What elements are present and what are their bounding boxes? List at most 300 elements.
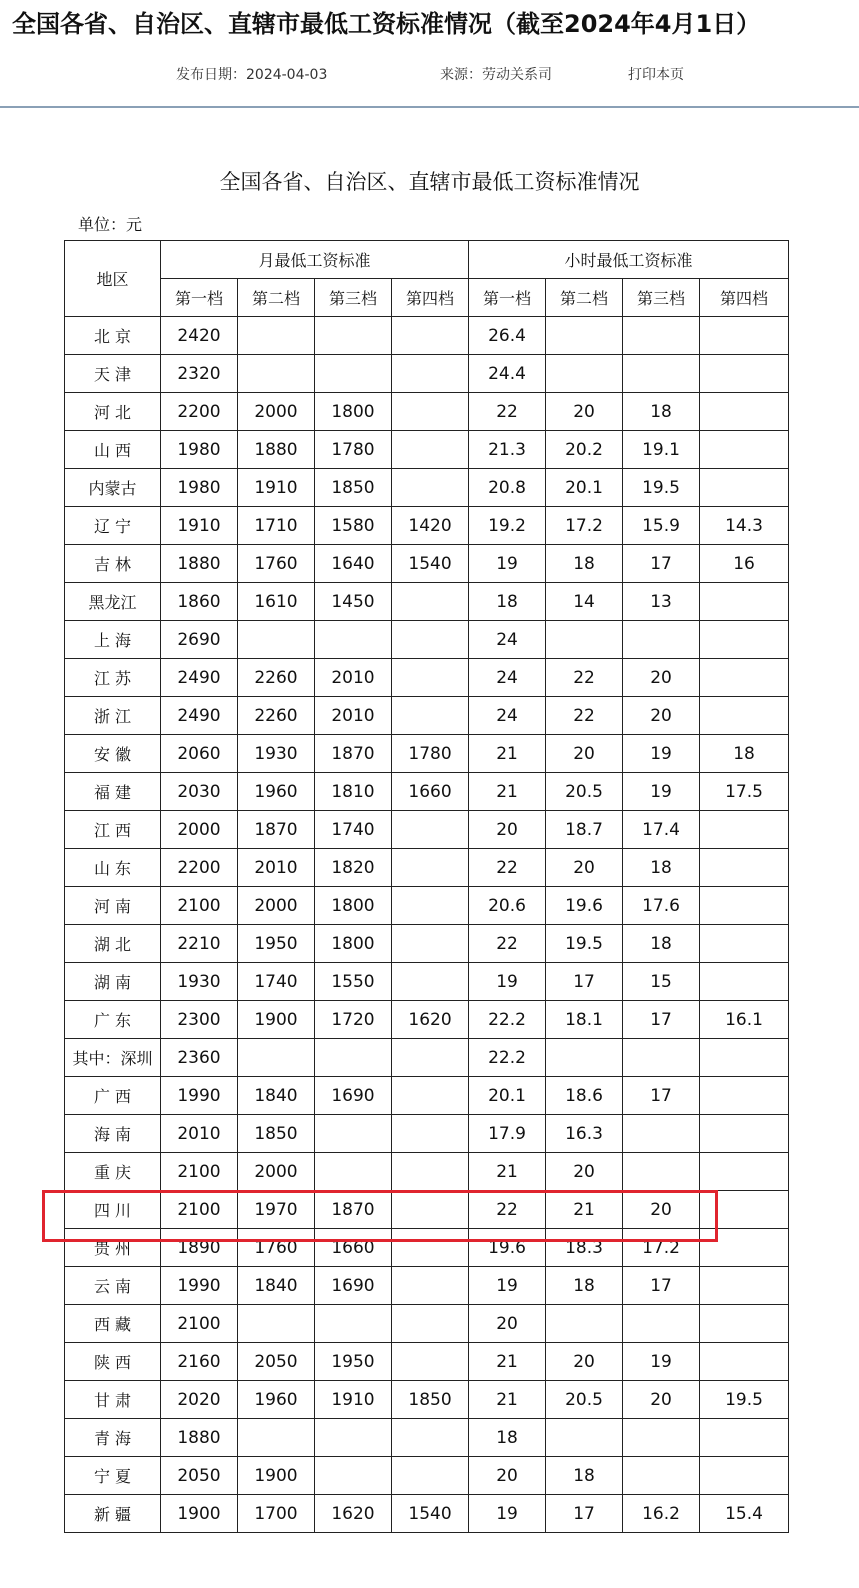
table-row [65, 469, 789, 507]
region-cell: 宁 夏 [65, 1457, 161, 1495]
monthly-tier-3-cell [315, 1305, 392, 1343]
monthly-tier-2-cell: 1760 [238, 545, 315, 583]
hourly-tier-3-cell: 15.9 [623, 507, 700, 545]
hourly-tier-4-cell [700, 469, 789, 507]
hourly-tier-3-cell: 18 [623, 849, 700, 887]
hourly-tier-1-cell: 19 [469, 1267, 546, 1305]
hourly-tier-1-cell: 24 [469, 621, 546, 659]
hourly-tier-3-cell: 17 [623, 1077, 700, 1115]
region-cell: 广 东 [65, 1001, 161, 1039]
monthly-tier-1-cell: 1880 [161, 545, 238, 583]
monthly-tier-1-cell: 2210 [161, 925, 238, 963]
monthly-tier-3-cell [315, 621, 392, 659]
monthly-tier-4-cell [392, 1229, 469, 1267]
hourly-tier-2-cell: 20.1 [546, 469, 623, 507]
monthly-tier-1-cell: 1990 [161, 1267, 238, 1305]
region-cell: 云 南 [65, 1267, 161, 1305]
region-cell: 北 京 [65, 317, 161, 355]
hourly-tier-2-cell: 20 [546, 735, 623, 773]
monthly-tier-2-cell: 2260 [238, 659, 315, 697]
hourly-tier-1-cell: 20 [469, 1457, 546, 1495]
hourly-tier-4-cell [700, 393, 789, 431]
hourly-tier-2-cell: 21 [546, 1191, 623, 1229]
publish-date: 发布日期：2024-04-03 [176, 67, 328, 83]
hourly-tier-2-cell [546, 621, 623, 659]
monthly-tier-3-cell [315, 1039, 392, 1077]
region-cell: 新 疆 [65, 1495, 161, 1533]
hourly-tier-1-cell: 26.4 [469, 317, 546, 355]
hourly-tier-1-cell: 21 [469, 1343, 546, 1381]
region-cell: 山 西 [65, 431, 161, 469]
hourly-tier-1-cell: 21 [469, 1381, 546, 1419]
region-cell: 湖 北 [65, 925, 161, 963]
hourly-tier-2-cell: 18.7 [546, 811, 623, 849]
hourly-tier-1-cell: 22 [469, 849, 546, 887]
hourly-tier-1-cell: 19.6 [469, 1229, 546, 1267]
table-row [65, 1343, 789, 1381]
monthly-tier-3-cell: 1690 [315, 1077, 392, 1115]
monthly-tier-2-cell: 1930 [238, 735, 315, 773]
monthly-tier-1-cell: 2690 [161, 621, 238, 659]
region-cell: 西 藏 [65, 1305, 161, 1343]
monthly-tier-3-cell [315, 1457, 392, 1495]
monthly-tier-3-cell: 1620 [315, 1495, 392, 1533]
hourly-tier-1-cell: 24 [469, 697, 546, 735]
monthly-tier-3-cell: 1580 [315, 507, 392, 545]
monthly-tier-4-cell [392, 811, 469, 849]
monthly-tier-1-cell: 2420 [161, 317, 238, 355]
hourly-tier-1-cell: 24 [469, 659, 546, 697]
hourly-tier-2-cell: 18 [546, 1267, 623, 1305]
hourly-tier-3-cell: 17 [623, 1267, 700, 1305]
hourly-tier-1-cell: 22 [469, 393, 546, 431]
hourly-tier-2-cell: 20 [546, 393, 623, 431]
monthly-tier-4-cell [392, 1153, 469, 1191]
hourly-tier-3-cell [623, 317, 700, 355]
hourly-tier-4-cell [700, 1077, 789, 1115]
monthly-tier-3-cell [315, 1153, 392, 1191]
monthly-tier-2-cell [238, 355, 315, 393]
hourly-tier-2-cell: 18.6 [546, 1077, 623, 1115]
hourly-tier-3-cell [623, 621, 700, 659]
monthly-tier-4-cell: 1540 [392, 1495, 469, 1533]
monthly-tier-4-cell [392, 697, 469, 735]
monthly-tier-4-cell [392, 1115, 469, 1153]
unit-label: 单位：元 [78, 215, 143, 234]
monthly-tier-1-cell: 1880 [161, 1419, 238, 1457]
monthly-tier-1-cell: 1890 [161, 1229, 238, 1267]
hourly-tier-3-cell: 16.2 [623, 1495, 700, 1533]
hourly-tier-2-cell: 19.5 [546, 925, 623, 963]
hourly-tier-4-cell [700, 849, 789, 887]
table-row [65, 1305, 789, 1343]
hourly-tier-1-cell: 20.6 [469, 887, 546, 925]
monthly-tier-4-cell: 1620 [392, 1001, 469, 1039]
region-cell: 青 海 [65, 1419, 161, 1457]
hourly-tier-2-cell: 20 [546, 849, 623, 887]
region-cell: 浙 江 [65, 697, 161, 735]
region-cell: 陕 西 [65, 1343, 161, 1381]
table-row [65, 1001, 789, 1039]
monthly-tier-3-cell: 1550 [315, 963, 392, 1001]
monthly-tier-4-cell [392, 849, 469, 887]
table-row [65, 963, 789, 1001]
hourly-tier-3-cell [623, 1115, 700, 1153]
table-row [65, 1381, 789, 1419]
monthly-tier-4-cell [392, 431, 469, 469]
hourly-tier-1-cell: 20.8 [469, 469, 546, 507]
region-cell: 上 海 [65, 621, 161, 659]
monthly-tier-1-cell: 2320 [161, 355, 238, 393]
monthly-tier-3-cell: 1850 [315, 469, 392, 507]
table-row [65, 1457, 789, 1495]
table-row [65, 621, 789, 659]
hourly-tier-2-cell: 18.3 [546, 1229, 623, 1267]
region-cell: 重 庆 [65, 1153, 161, 1191]
hourly-tier-1-cell: 20 [469, 1305, 546, 1343]
monthly-tier-4-cell [392, 317, 469, 355]
hourly-tier-2-cell [546, 1039, 623, 1077]
hourly-tier-4-cell [700, 697, 789, 735]
hourly-tier-4-cell [700, 659, 789, 697]
monthly-tier-3-cell: 1810 [315, 773, 392, 811]
hourly-tier-3-cell: 17.4 [623, 811, 700, 849]
monthly-tier-1-cell: 2060 [161, 735, 238, 773]
hourly-tier-3-cell: 15 [623, 963, 700, 1001]
monthly-tier-2-cell: 2000 [238, 1153, 315, 1191]
hourly-tier-1-cell: 21.3 [469, 431, 546, 469]
hourly-tier-4-cell [700, 1343, 789, 1381]
table-row [65, 1039, 789, 1077]
hourly-header: 小时最低工资标准 [469, 241, 789, 279]
hourly-tier-1-cell: 21 [469, 735, 546, 773]
hourly-tier-2-cell [546, 317, 623, 355]
hourly-tier-4-cell [700, 1039, 789, 1077]
page-title: 全国各省、自治区、直辖市最低工资标准情况（截至2024年4月1日） [12, 10, 761, 38]
table-row [65, 925, 789, 963]
region-cell: 河 北 [65, 393, 161, 431]
hourly-tier-1-cell: 22 [469, 925, 546, 963]
monthly-tier-4-cell [392, 925, 469, 963]
monthly-tier-3-cell: 1740 [315, 811, 392, 849]
monthly-tier-1-cell: 1980 [161, 431, 238, 469]
region-cell: 福 建 [65, 773, 161, 811]
monthly-tier-1-cell: 2100 [161, 887, 238, 925]
table-row [65, 811, 789, 849]
monthly-tier-2-cell: 1870 [238, 811, 315, 849]
monthly-tier-3-cell: 1820 [315, 849, 392, 887]
table-row [65, 1229, 789, 1267]
monthly-tier-2-header: 第二档 [238, 279, 315, 317]
region-cell: 辽 宁 [65, 507, 161, 545]
table-row [65, 1115, 789, 1153]
monthly-tier-2-cell: 1740 [238, 963, 315, 1001]
monthly-tier-1-cell: 1860 [161, 583, 238, 621]
hourly-tier-1-cell: 22.2 [469, 1001, 546, 1039]
hourly-tier-3-cell [623, 1039, 700, 1077]
monthly-tier-2-cell: 1710 [238, 507, 315, 545]
table-row [65, 545, 789, 583]
monthly-tier-1-cell: 2030 [161, 773, 238, 811]
table-title: 全国各省、自治区、直辖市最低工资标准情况 [219, 170, 640, 194]
hourly-tier-2-cell: 19.6 [546, 887, 623, 925]
monthly-tier-4-cell [392, 1457, 469, 1495]
monthly-tier-2-cell [238, 317, 315, 355]
hourly-tier-4-cell [700, 1457, 789, 1495]
hourly-tier-4-cell [700, 431, 789, 469]
hourly-tier-4-header: 第四档 [700, 279, 789, 317]
monthly-tier-2-cell: 2000 [238, 887, 315, 925]
hourly-tier-2-cell: 22 [546, 697, 623, 735]
monthly-tier-3-cell: 1800 [315, 925, 392, 963]
monthly-tier-1-cell: 1990 [161, 1077, 238, 1115]
monthly-tier-3-cell: 1720 [315, 1001, 392, 1039]
hourly-tier-3-cell [623, 1305, 700, 1343]
monthly-tier-4-cell [392, 621, 469, 659]
monthly-tier-3-cell: 1910 [315, 1381, 392, 1419]
region-cell: 天 津 [65, 355, 161, 393]
hourly-tier-4-cell: 14.3 [700, 507, 789, 545]
hourly-tier-2-cell: 18.1 [546, 1001, 623, 1039]
monthly-tier-2-cell: 1840 [238, 1267, 315, 1305]
monthly-tier-4-cell [392, 1419, 469, 1457]
hourly-tier-4-cell [700, 317, 789, 355]
region-cell: 黑龙江 [65, 583, 161, 621]
hourly-tier-1-cell: 18 [469, 583, 546, 621]
table-body [65, 317, 789, 1533]
hourly-tier-3-cell: 20 [623, 1191, 700, 1229]
region-cell: 海 南 [65, 1115, 161, 1153]
monthly-tier-2-cell: 1840 [238, 1077, 315, 1115]
hourly-tier-2-cell: 20 [546, 1153, 623, 1191]
meta-row [0, 64, 859, 88]
monthly-tier-2-cell [238, 621, 315, 659]
monthly-tier-4-cell: 1780 [392, 735, 469, 773]
hourly-tier-2-cell: 20 [546, 1343, 623, 1381]
hourly-tier-2-cell: 17.2 [546, 507, 623, 545]
monthly-tier-1-cell: 1910 [161, 507, 238, 545]
monthly-tier-1-cell: 2300 [161, 1001, 238, 1039]
hourly-tier-2-header: 第二档 [546, 279, 623, 317]
monthly-tier-1-header: 第一档 [161, 279, 238, 317]
print-page-link[interactable]: 打印本页 [628, 67, 684, 83]
hourly-tier-1-cell: 17.9 [469, 1115, 546, 1153]
region-cell: 内蒙古 [65, 469, 161, 507]
hourly-tier-2-cell [546, 355, 623, 393]
hourly-tier-4-cell [700, 1191, 789, 1229]
hourly-tier-4-cell [700, 1267, 789, 1305]
monthly-tier-3-cell: 2010 [315, 697, 392, 735]
monthly-tier-1-cell: 2200 [161, 849, 238, 887]
monthly-tier-2-cell: 1900 [238, 1457, 315, 1495]
monthly-tier-2-cell: 1970 [238, 1191, 315, 1229]
table-row [65, 1077, 789, 1115]
minimum-wage-table [64, 240, 789, 1533]
monthly-tier-1-cell: 1900 [161, 1495, 238, 1533]
monthly-tier-4-cell [392, 1077, 469, 1115]
hourly-tier-3-cell: 20 [623, 659, 700, 697]
header-divider [0, 106, 859, 108]
hourly-tier-2-cell [546, 1305, 623, 1343]
table-row [65, 849, 789, 887]
hourly-tier-4-cell [700, 925, 789, 963]
hourly-tier-1-cell: 18 [469, 1419, 546, 1457]
hourly-tier-2-cell: 18 [546, 545, 623, 583]
monthly-tier-1-cell: 2490 [161, 659, 238, 697]
monthly-header: 月最低工资标准 [161, 241, 469, 279]
hourly-tier-4-cell: 16 [700, 545, 789, 583]
table-row [65, 1495, 789, 1533]
region-cell: 安 徽 [65, 735, 161, 773]
monthly-tier-3-cell: 1690 [315, 1267, 392, 1305]
monthly-tier-4-cell [392, 583, 469, 621]
hourly-tier-1-cell: 20 [469, 811, 546, 849]
hourly-tier-2-cell: 18 [546, 1457, 623, 1495]
hourly-tier-1-cell: 19 [469, 1495, 546, 1533]
monthly-tier-4-cell [392, 1305, 469, 1343]
monthly-tier-4-cell [392, 1039, 469, 1077]
table-row [65, 773, 789, 811]
monthly-tier-3-header: 第三档 [315, 279, 392, 317]
hourly-tier-3-cell [623, 1419, 700, 1457]
hourly-tier-3-cell: 17.2 [623, 1229, 700, 1267]
hourly-tier-3-cell: 18 [623, 925, 700, 963]
table-row [65, 355, 789, 393]
monthly-tier-3-cell: 1870 [315, 735, 392, 773]
monthly-tier-1-cell: 1930 [161, 963, 238, 1001]
hourly-tier-4-cell [700, 963, 789, 1001]
monthly-tier-4-cell [392, 887, 469, 925]
monthly-tier-2-cell: 1700 [238, 1495, 315, 1533]
monthly-tier-4-cell [392, 469, 469, 507]
monthly-tier-2-cell: 1960 [238, 1381, 315, 1419]
hourly-tier-1-cell: 20.1 [469, 1077, 546, 1115]
hourly-tier-2-cell: 22 [546, 659, 623, 697]
hourly-tier-3-cell [623, 1153, 700, 1191]
monthly-tier-3-cell: 1450 [315, 583, 392, 621]
region-cell: 山 东 [65, 849, 161, 887]
hourly-tier-4-cell: 18 [700, 735, 789, 773]
region-cell: 四 川 [65, 1191, 161, 1229]
hourly-tier-3-cell: 20 [623, 1381, 700, 1419]
hourly-tier-4-cell [700, 1115, 789, 1153]
hourly-tier-3-cell [623, 1457, 700, 1495]
hourly-tier-4-cell [700, 583, 789, 621]
hourly-tier-1-cell: 19 [469, 963, 546, 1001]
monthly-tier-2-cell: 1760 [238, 1229, 315, 1267]
monthly-tier-1-cell: 2020 [161, 1381, 238, 1419]
monthly-tier-4-cell [392, 659, 469, 697]
monthly-tier-2-cell: 1850 [238, 1115, 315, 1153]
monthly-tier-3-cell [315, 1115, 392, 1153]
table-row [65, 1419, 789, 1457]
hourly-tier-3-cell: 17 [623, 1001, 700, 1039]
hourly-tier-2-cell: 17 [546, 1495, 623, 1533]
hourly-tier-3-cell: 20 [623, 697, 700, 735]
hourly-tier-3-header: 第三档 [623, 279, 700, 317]
hourly-tier-3-cell: 19.5 [623, 469, 700, 507]
monthly-tier-4-cell [392, 963, 469, 1001]
hourly-tier-3-cell: 19 [623, 735, 700, 773]
monthly-tier-1-cell: 2360 [161, 1039, 238, 1077]
monthly-tier-3-cell: 2010 [315, 659, 392, 697]
hourly-tier-1-header: 第一档 [469, 279, 546, 317]
hourly-tier-1-cell: 24.4 [469, 355, 546, 393]
monthly-tier-2-cell: 2010 [238, 849, 315, 887]
monthly-tier-4-cell [392, 1267, 469, 1305]
source-label: 来源：劳动关系司 [440, 67, 552, 83]
monthly-tier-2-cell: 1910 [238, 469, 315, 507]
monthly-tier-2-cell: 1960 [238, 773, 315, 811]
monthly-tier-4-cell: 1850 [392, 1381, 469, 1419]
monthly-tier-1-cell: 2050 [161, 1457, 238, 1495]
monthly-tier-3-cell [315, 355, 392, 393]
table-row [65, 735, 789, 773]
monthly-tier-3-cell: 1800 [315, 393, 392, 431]
monthly-tier-2-cell [238, 1039, 315, 1077]
hourly-tier-4-cell [700, 1305, 789, 1343]
hourly-tier-2-cell [546, 1419, 623, 1457]
table-row [65, 697, 789, 735]
monthly-tier-1-cell: 2000 [161, 811, 238, 849]
hourly-tier-2-cell: 16.3 [546, 1115, 623, 1153]
region-cell: 甘 肃 [65, 1381, 161, 1419]
monthly-tier-1-cell: 2010 [161, 1115, 238, 1153]
table-row [65, 1153, 789, 1191]
hourly-tier-3-cell: 19 [623, 773, 700, 811]
region-cell: 其中：深圳 [65, 1039, 161, 1077]
hourly-tier-4-cell [700, 355, 789, 393]
monthly-tier-4-cell: 1420 [392, 507, 469, 545]
hourly-tier-1-cell: 22 [469, 1191, 546, 1229]
region-cell: 广 西 [65, 1077, 161, 1115]
monthly-tier-1-cell: 2100 [161, 1305, 238, 1343]
hourly-tier-1-cell: 21 [469, 1153, 546, 1191]
monthly-tier-2-cell: 2260 [238, 697, 315, 735]
table-row [65, 431, 789, 469]
table-row [65, 1267, 789, 1305]
hourly-tier-2-cell: 20.2 [546, 431, 623, 469]
hourly-tier-4-cell [700, 887, 789, 925]
hourly-tier-1-cell: 19 [469, 545, 546, 583]
monthly-tier-2-cell: 1880 [238, 431, 315, 469]
table-row [65, 583, 789, 621]
hourly-tier-3-cell: 17 [623, 545, 700, 583]
hourly-tier-4-cell [700, 811, 789, 849]
table-row [65, 317, 789, 355]
monthly-tier-4-cell [392, 355, 469, 393]
monthly-tier-1-cell: 1980 [161, 469, 238, 507]
hourly-tier-4-cell: 19.5 [700, 1381, 789, 1419]
hourly-tier-2-cell: 20.5 [546, 773, 623, 811]
monthly-tier-3-cell: 1800 [315, 887, 392, 925]
hourly-tier-1-cell: 19.2 [469, 507, 546, 545]
monthly-tier-3-cell [315, 317, 392, 355]
hourly-tier-4-cell [700, 1419, 789, 1457]
monthly-tier-3-cell: 1640 [315, 545, 392, 583]
monthly-tier-2-cell: 2000 [238, 393, 315, 431]
table-row [65, 887, 789, 925]
hourly-tier-3-cell: 19.1 [623, 431, 700, 469]
monthly-tier-2-cell [238, 1305, 315, 1343]
monthly-tier-4-cell: 1660 [392, 773, 469, 811]
hourly-tier-4-cell: 17.5 [700, 773, 789, 811]
monthly-tier-1-cell: 2490 [161, 697, 238, 735]
monthly-tier-1-cell: 2200 [161, 393, 238, 431]
hourly-tier-4-cell [700, 1153, 789, 1191]
hourly-tier-1-cell: 21 [469, 773, 546, 811]
hourly-tier-2-cell: 14 [546, 583, 623, 621]
